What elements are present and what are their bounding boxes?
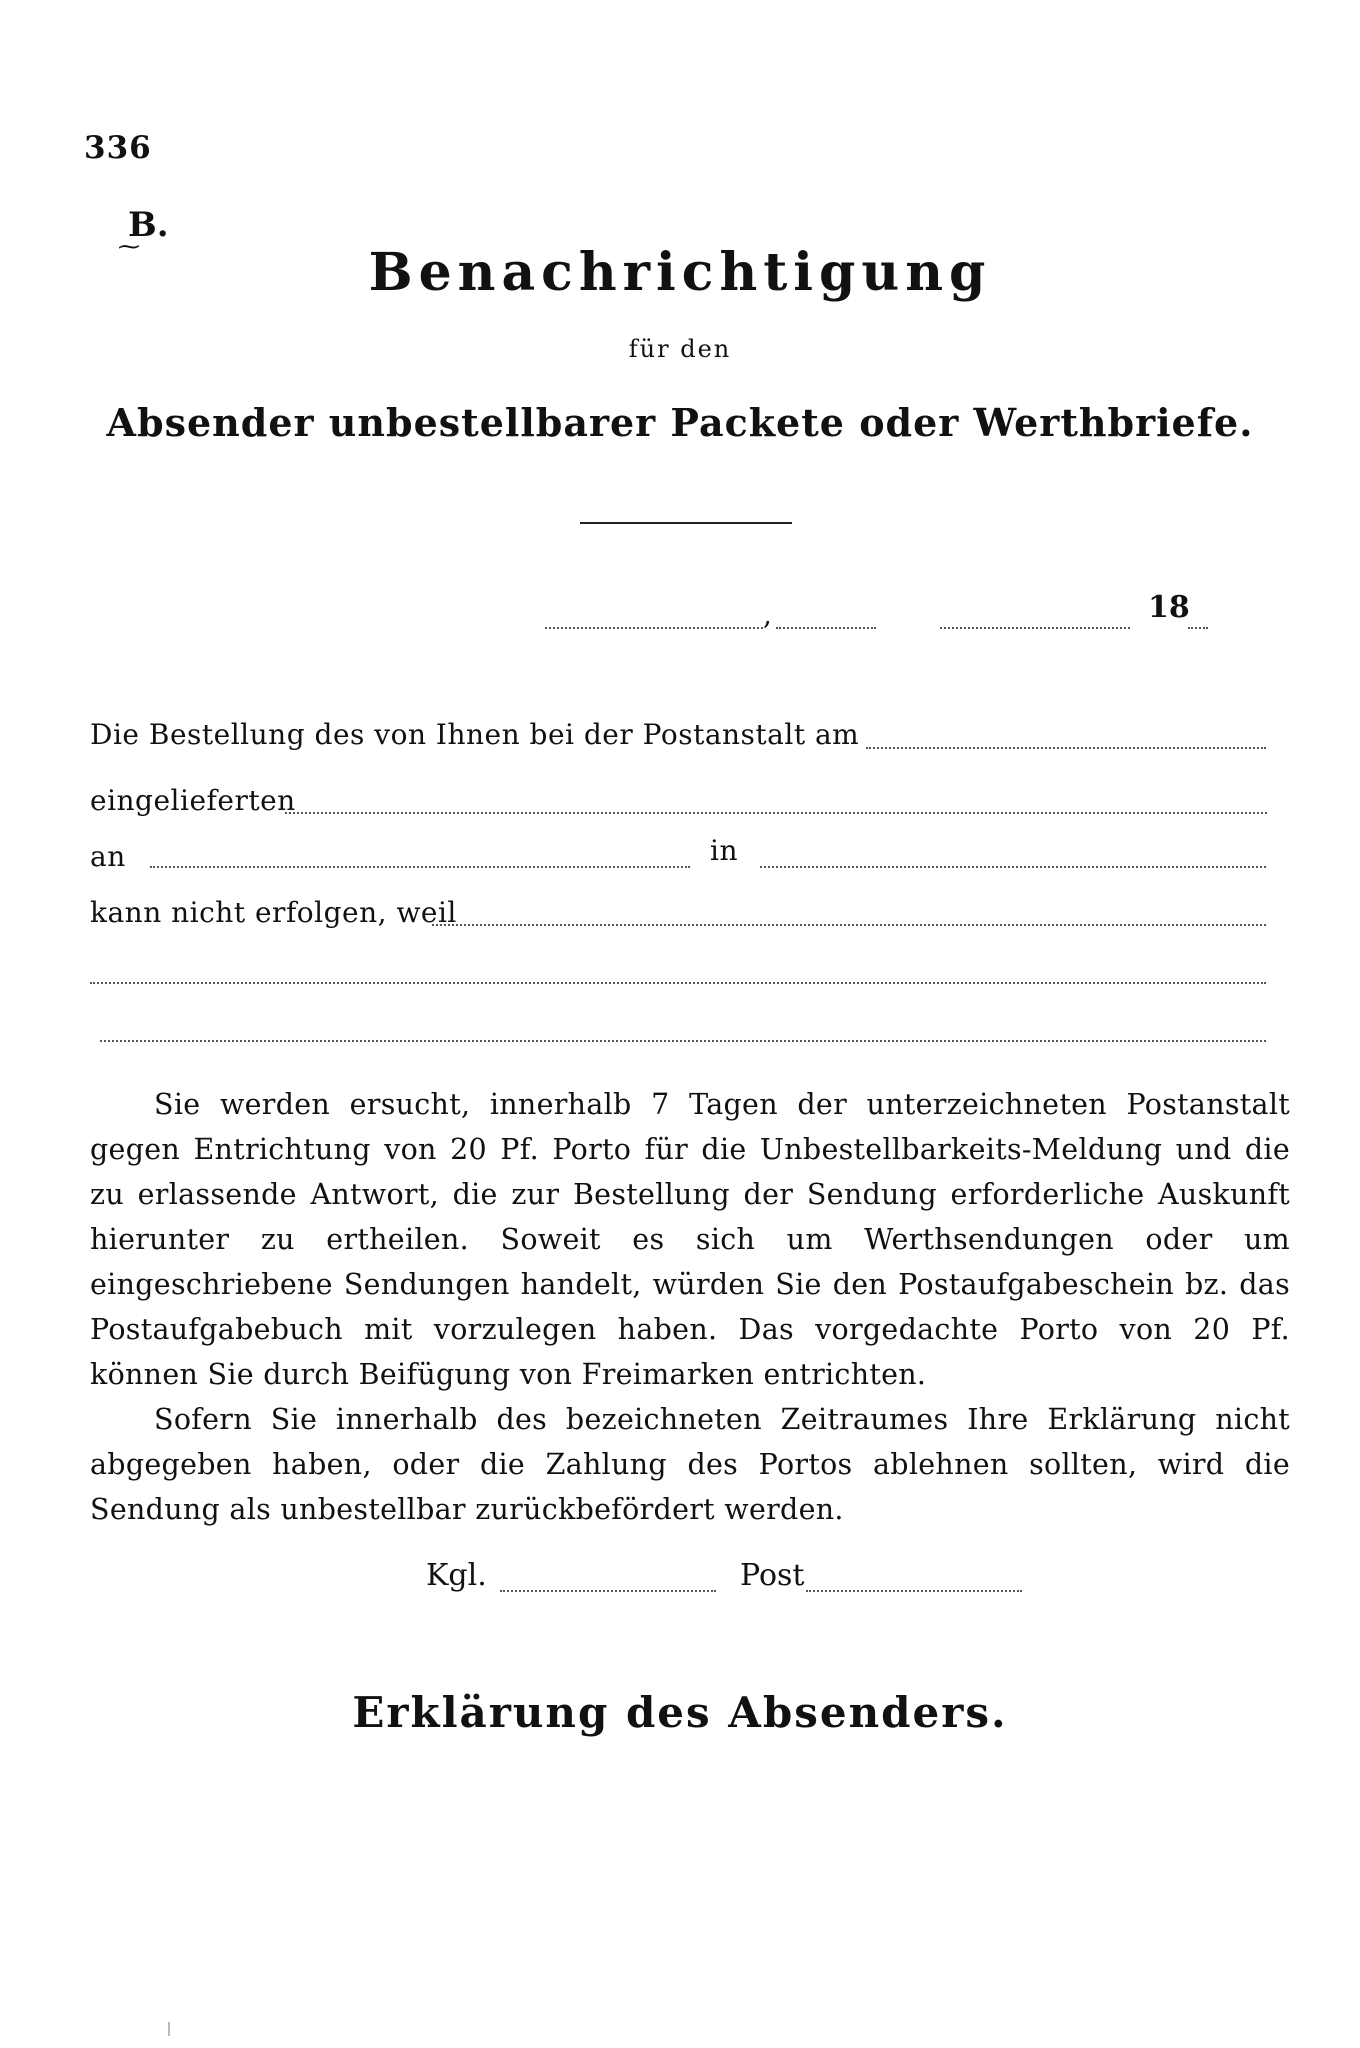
date-separator: , [763, 598, 773, 631]
year-prefix: 18 [1148, 590, 1190, 625]
sender-declaration-heading: Erklärung des Absenders. [352, 1688, 1008, 1737]
page-number: 336 [84, 130, 152, 166]
form-line2-label: eingelieferten [90, 784, 296, 817]
section-letter: B. [128, 205, 169, 245]
item-description-field[interactable] [285, 812, 1267, 814]
date-day-field[interactable] [776, 627, 876, 629]
destination-field[interactable] [760, 866, 1266, 868]
reason-field-line3[interactable] [100, 1040, 1266, 1042]
recipient-field[interactable] [150, 866, 690, 868]
instructions-text [90, 1082, 1290, 1532]
signature-label-left: Kgl. [426, 1558, 487, 1593]
date-month-field[interactable] [940, 627, 1130, 629]
title-divider [580, 522, 792, 524]
document-subtitle: Absender unbestellbarer Packete oder Werthbriefe. [106, 400, 1254, 445]
post-office-name-field[interactable] [500, 1590, 716, 1592]
signature-label-right: Post [740, 1558, 805, 1593]
date-place-field[interactable] [545, 627, 763, 629]
section-letter-underline: ⁓ [118, 235, 140, 260]
date-year-field[interactable] [1188, 627, 1208, 629]
instructions-paragraph-2: Sofern Sie innerhalb des bezeichneten Zeitraumes Ihre Erklärung nicht abgegeben haben, oder die Zahlung des Portos ablehnen sollten, wird die Sendung als unbestellbar zurückbefördert werden. [90, 1403, 1290, 1526]
delivery-date-field[interactable] [866, 747, 1266, 749]
form-line3-label-left: an [90, 840, 126, 873]
reason-field-line2[interactable] [90, 982, 1266, 984]
post-office-type-field[interactable] [806, 1590, 1022, 1592]
form-line3-label-mid: in [710, 834, 738, 867]
form-line1-label: Die Bestellung des von Ihnen bei der Postanstalt am [90, 718, 860, 751]
form-line4-label: kann nicht erfolgen, weil [90, 896, 457, 929]
subtitle-connector: für den [628, 335, 732, 363]
document-title: Benachrichtigung [368, 242, 992, 303]
instructions-paragraph-1: Sie werden ersucht, innerhalb 7 Tagen der unterzeichneten Postanstalt gegen Entrichtung von 20 Pf. Porto für die Unbestellbarkeits-Meldung und die zu erlassende Antwort, die zur Bestellung der Sendung erforderliche Auskunft hierunter zu ertheilen. Soweit es sich um Werthsendungen oder um eingeschriebene Sendungen handelt, würden Sie den Postaufgabeschein bz. das Postaufgabebuch mit vorzulegen haben. Das vorgedachte Porto von 20 Pf. können Sie durch Beifügung von Freimarken entrichten. [90, 1088, 1290, 1391]
scan-mark [168, 2022, 170, 2036]
reason-field-line1[interactable] [432, 924, 1266, 926]
